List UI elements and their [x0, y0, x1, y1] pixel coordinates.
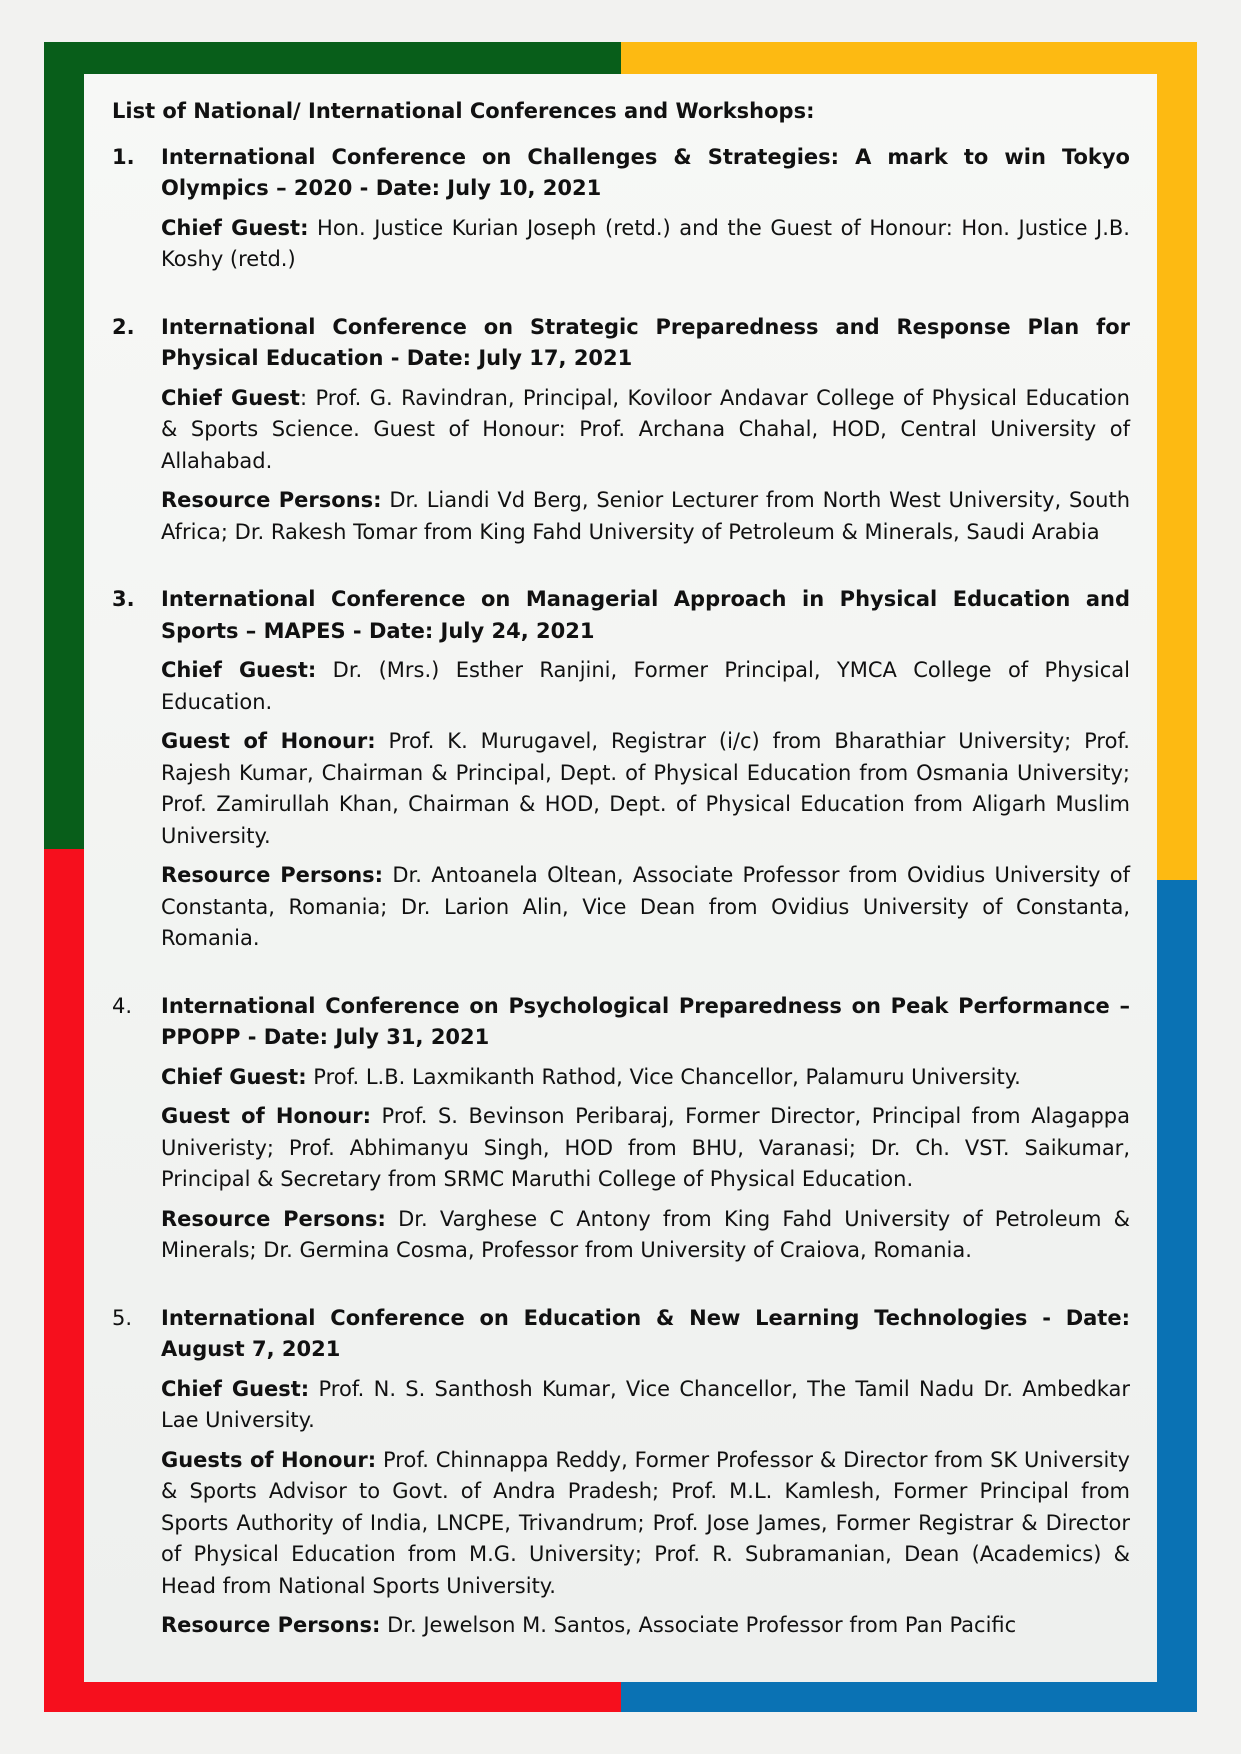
conference-title: International Conference on Challenges & Strategies: A mark to win Tokyo Olympics – 2020 - Date: July 10, 2021 [161, 144, 1130, 200]
detail-paragraph [161, 1062, 1130, 1094]
detail-label: Chief Guest: [161, 658, 317, 682]
detail-label: Chief Guest [161, 385, 300, 410]
conference-item-2 [112, 312, 1130, 549]
detail-text: Dr. (Mrs.) Esther Ranjini, Former Principal, YMCA College of Physical Education. [161, 658, 1130, 714]
detail-text: Prof. L.B. Laxmikanth Rathod, Vice Chancellor, Palamuru University. [306, 1064, 1021, 1089]
detail-paragraph [161, 860, 1130, 955]
detail-paragraph [161, 1445, 1130, 1603]
detail-text: Prof. Chinnappa Reddy, Former Professor & Director from SK University & Sports Advisor to Govt. of Andra Pradesh; Prof. M.L. Kamlesh, Former Principal from Sports Authority of India, LNCPE, Trivandrum; Prof. Jose James, Former Registrar & Director of Physical Education from M.G. University; Prof. R. Subramanian, Dean (Academics) & Head from National Sports University. [161, 1447, 1130, 1598]
item-number: 4. [112, 993, 133, 1018]
item-number: 1. [112, 144, 135, 169]
conference-item-1 [112, 142, 1130, 276]
conference-title: International Conference on Education & New Learning Technologies - Date: August 7, 2021 [161, 1305, 1130, 1361]
detail-label: Resource Persons: [161, 863, 384, 887]
document-content [112, 96, 1130, 1642]
detail-paragraph [161, 1101, 1130, 1196]
detail-text: Dr. Antoanela Oltean, Associate Professor from Ovidius University of Constanta, Romania; Dr. Larion Alin, Vice Dean from Ovidius University of Constanta, Romania. [161, 863, 1130, 950]
detail-label: Guest of Honour: [161, 1104, 371, 1128]
detail-text: Hon. Justice Kurian Joseph (retd.) and the Guest of Honour: Hon. Justice J.B. Koshy (retd.) [161, 215, 1130, 271]
conference-title: International Conference on Psychological Preparedness on Peak Performance – PPOPP - Date: July 31, 2021 [161, 993, 1130, 1049]
detail-text: Prof. N. S. Santhosh Kumar, Vice Chancellor, The Tamil Nadu Dr. Ambedkar Lae University. [161, 1376, 1130, 1432]
conference-title: International Conference on Strategic Preparedness and Response Plan for Physical Education - Date: July 17, 2021 [161, 314, 1130, 370]
detail-label: Chief Guest: [161, 1064, 307, 1089]
detail-text: Dr. Varghese C Antony from King Fahd University of Petroleum & Minerals; Dr. Germina Cosma, Professor from University of Craiova, Romania. [161, 1206, 1130, 1262]
detail-label: Resource Persons: [161, 488, 382, 512]
item-number: 2. [112, 314, 135, 339]
conference-item-5 [112, 1303, 1130, 1642]
detail-text: Dr. Liandi Vd Berg, Senior Lecturer from North West University, South Africa; Dr. Rakesh Tomar from King Fahd University of Petroleum & Minerals, Saudi Arabia [161, 488, 1131, 544]
detail-paragraph [161, 1610, 1130, 1642]
conference-item-4 [112, 991, 1130, 1267]
conference-title: International Conference on Managerial Approach in Physical Education and Sports – MAPES - Date: July 24, 2021 [161, 587, 1130, 643]
detail-label: Guest of Honour: [161, 729, 376, 753]
detail-text: Prof. K. Murugavel, Registrar (i/c) from Bharathiar University; Prof. Rajesh Kumar, Chairman & Principal, Dept. of Physical Education from Osmania University; Prof. Zamirullah Khan, Chairman & HOD, Dept. of Physical Education from Aligarh Muslim University. [161, 729, 1130, 848]
detail-paragraph [161, 213, 1130, 276]
page-heading: List of National/ International Conferences and Workshops: [112, 99, 815, 123]
detail-text: Prof. S. Bevinson Peribaraj, Former Director, Principal from Alagappa Univeristy; Prof. Abhimanyu Singh, HOD from BHU, Varanasi; Dr. Ch. VST. Saikumar, Principal & Secretary from SRMC Maruthi College of Physical Education. [161, 1104, 1130, 1191]
detail-label: Guests of Honour: [161, 1447, 377, 1472]
detail-label: Chief Guest: [161, 215, 309, 240]
detail-label: Resource Persons: [161, 1613, 381, 1637]
detail-paragraph [161, 485, 1130, 548]
item-number: 5. [112, 1305, 133, 1330]
detail-paragraph [161, 1374, 1130, 1437]
detail-text: Dr. Jewelson M. Santos, Associate Professor from Pan Pacific [380, 1613, 1017, 1637]
detail-label: Resource Persons: [161, 1206, 386, 1231]
detail-text: : Prof. G. Ravindran, Principal, Koviloor Andavar College of Physical Education & Sports Science. Guest of Honour: Prof. Archana Chahal, HOD, Central University of Allahabad. [161, 385, 1130, 473]
detail-paragraph [161, 383, 1130, 478]
detail-paragraph [161, 1204, 1130, 1267]
detail-paragraph [161, 655, 1130, 718]
detail-label: Chief Guest: [161, 1376, 310, 1401]
conference-item-3 [112, 584, 1130, 955]
detail-paragraph [161, 726, 1130, 852]
item-number: 3. [112, 587, 135, 611]
